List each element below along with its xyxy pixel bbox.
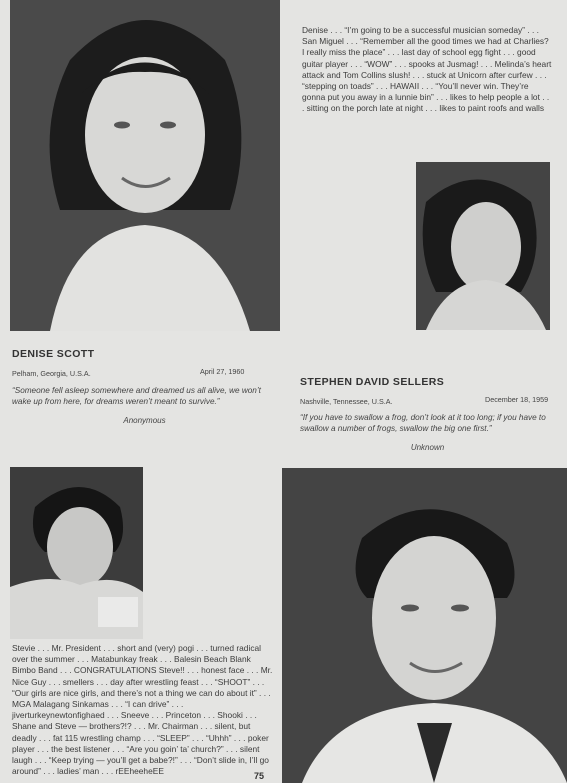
stephen-quote: “If you have to swallow a frog, don’t look at it too long; if you have to swallow a number of frogs, swallow the big one first.” bbox=[300, 413, 546, 433]
denise-birthdate: April 27, 1960 bbox=[200, 367, 245, 376]
stephen-blurb: Stevie . . . Mr. President . . . short and (very) pogi . . . turned radical over the summer . . . Matabunkay freak . . . Balesin Beach Blank Bimbo Band . . . CONGRATULATIONS Steve!! . . . honest face . . . Mr. Nice Guy . . . smellers . . . day after wrestling feast . . . “SHOOT” . . . “Our girls are nice girls, and there’s not a thing we can do about it” . . . MGA Malagang Sinkamas . . . “I can drive” . . . jiverturkeynewtonfighaed . . . Sneeve . . . Princeton . . . Shooki . . . Shane and Steve — brothers?!? . . . Mr. Chairman . . . silent, but deadly . . . fat 115 wrestling champ . . . “SLEEP” . . . “Uhhh” . . . poker player . . . the best listener . . . “Are you goin’ ta’ church?” . . . silent laugh . . . “Keep trying — you’ll get a babe?!” . . . “Don’t slide in, I’ll go around” . . . ladies’ man . . . rEEheeheEE bbox=[12, 643, 273, 777]
denise-name: DENISE SCOTT bbox=[12, 348, 95, 360]
stephen-attribution: Unknown bbox=[410, 443, 445, 452]
stephen-hometown: Nashville, Tennessee, U.S.A. bbox=[300, 397, 393, 406]
denise-candid-photo bbox=[416, 162, 550, 330]
denise-attribution: Anonymous bbox=[123, 416, 166, 425]
denise-portrait-photo bbox=[10, 0, 280, 331]
stephen-portrait-photo bbox=[282, 468, 567, 783]
stephen-birthdate: December 18, 1959 bbox=[485, 395, 549, 404]
page-number: 75 bbox=[254, 771, 265, 781]
denise-blurb: Denise . . . “I’m going to be a successful musician someday” . . . San Miguel . . . “Remember all the good times we had at Charlies? I really miss the place” . . . last day of school egg fight . . . good guitar player . . . “WOW” . . . spooks at Jusmag! . . . Melinda’s heart attack and Tom Collins slush! . . . stuck at Unicorn after curfew . . . “stepping on toads” . . . HAWAII . . . “You’ll never win. They’re gonna put you away in a lunnie bin” . . . likes to help people a lot . . . sitting on the porch late at night . . . likes to paint roofs and walls bbox=[302, 25, 552, 114]
stephen-name: STEPHEN DAVID SELLERS bbox=[300, 376, 445, 388]
denise-hometown: Pelham, Georgia, U.S.A. bbox=[12, 369, 91, 378]
stephen-candid-photo bbox=[10, 467, 143, 639]
denise-quote: “Someone fell asleep somewhere and dreamed us all alive, we won’t wake up from here, for dreams weren’t meant to survive.” bbox=[12, 386, 261, 406]
